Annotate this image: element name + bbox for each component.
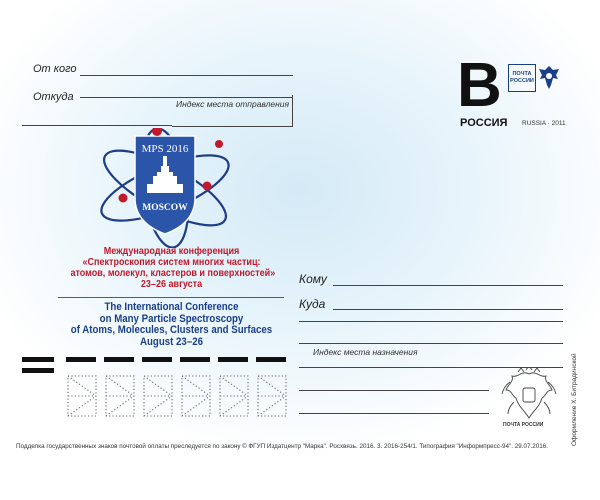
conference-divider [58, 297, 284, 298]
address-line-1 [299, 321, 563, 322]
double-headed-eagle-icon [498, 368, 560, 422]
code-marker [180, 357, 210, 362]
conference-ru-line: 23–26 августа [140, 278, 203, 290]
code-marker [104, 357, 134, 362]
designer-credit: Оформление Х. Битрадинской [571, 353, 578, 446]
electron-4 [215, 140, 223, 148]
footer-legal-notice: Подделка государственных знаков почтовой оплаты преследуется по закону [16, 443, 241, 450]
address-line-5 [299, 413, 489, 414]
conference-en-line: The International Conference [104, 301, 239, 313]
emblem-title: MPS 2016 [141, 143, 189, 155]
recipient-index-label: Индекс места назначения [313, 347, 418, 357]
conference-title-ru [70, 245, 276, 290]
postal-code-digit-box [254, 372, 290, 420]
where-to-line [333, 309, 563, 310]
electron-3 [203, 182, 212, 191]
emblem-city: MOSCOW [142, 203, 188, 213]
postal-code-digit-box [64, 372, 100, 420]
postal-code-digit-box [178, 372, 214, 420]
conference-ru-line: Международная конференция [103, 245, 240, 257]
to-line [333, 285, 563, 286]
code-marker [218, 357, 248, 362]
postal-code-digit-box [102, 372, 138, 420]
stamp-country-year: RUSSIA · 2011 [522, 120, 566, 127]
conference-en-line: of Atoms, Molecules, Clusters and Surfaces [70, 324, 273, 336]
conference-ru-line: «Спектроскопия систем многих частиц: [82, 256, 261, 268]
post-logo-text: ПОЧТА РОССИИ [510, 71, 534, 84]
conference-en-line: August 23–26 [140, 335, 203, 348]
sender-index-label: Индекс места отправления [176, 99, 290, 109]
code-marker [256, 357, 286, 362]
address-line-2 [299, 343, 563, 344]
code-marker [66, 357, 96, 362]
code-marker [142, 357, 172, 362]
electron-2 [119, 194, 128, 203]
electron-1 [152, 128, 162, 136]
stamp-country: РОССИЯ [460, 117, 508, 129]
conference-ru-line: атомов, молекул, кластеров и поверхностей» [70, 267, 276, 279]
postal-code-digit-box [216, 372, 252, 420]
where-from-label: Откуда [33, 91, 74, 103]
where-to-label: Куда [299, 297, 326, 311]
conference-emblem [95, 128, 235, 248]
footer-imprint: © ФГУП Издатцентр "Марка". Росхвязь. 2016. 3. 2016-254/1. Типография "Информпресс-94". 29.07.2016. [242, 443, 549, 450]
code-marker-long [22, 368, 54, 373]
eagle-icon [536, 63, 562, 91]
conference-en-line: on Many Particle Spectroscopy [99, 312, 244, 325]
rate-letter: B [457, 51, 502, 120]
to-label: Кому [299, 272, 327, 286]
postal-code-digit-box [140, 372, 176, 420]
address-line-4 [299, 390, 489, 391]
where-from-line-2 [22, 125, 172, 126]
emblem-caption: ПОЧТА РОССИИ [503, 422, 544, 428]
from-label: От кого [33, 63, 77, 75]
code-marker [22, 357, 54, 362]
post-logo-icon [508, 64, 536, 92]
from-line [80, 75, 293, 76]
conference-title-en [68, 302, 275, 348]
